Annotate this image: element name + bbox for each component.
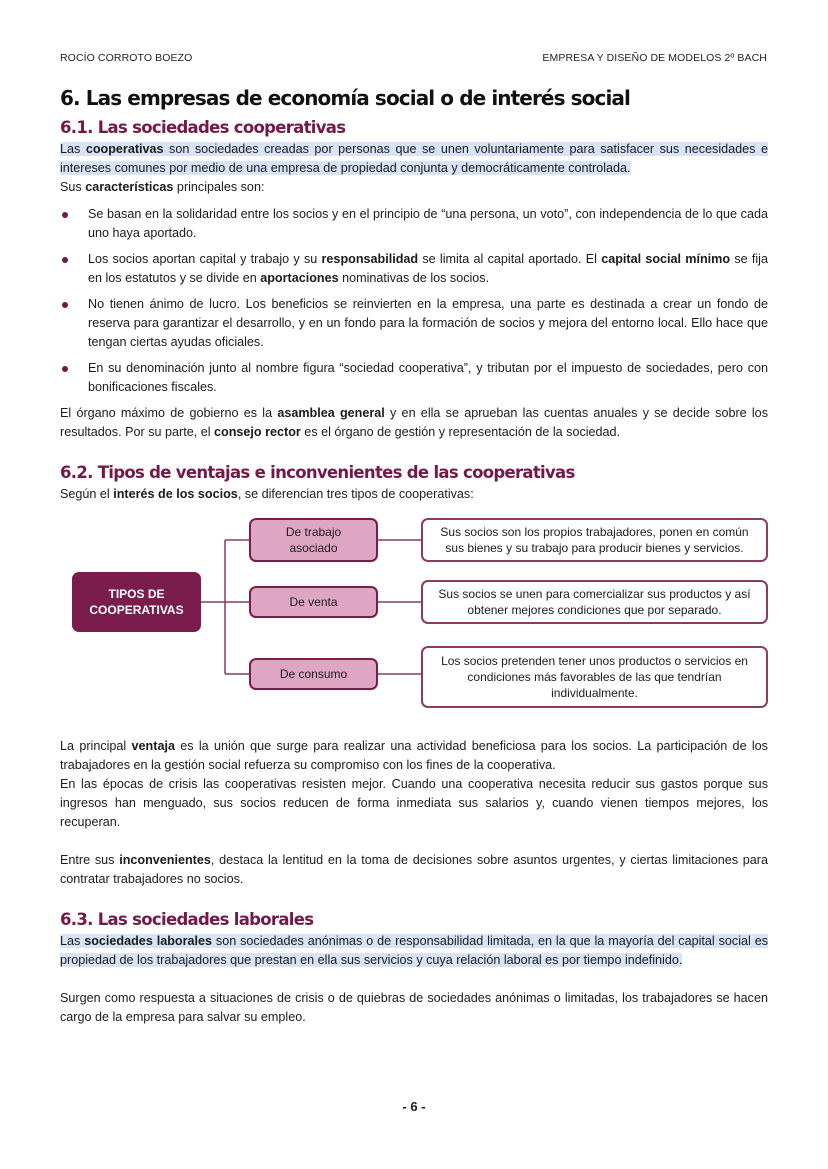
advantage-paragraph: La principal ventaja es la unión que surge para realizar una actividad beneficiosa para los socios. La participación de los trabajadores en la gestión social refuerza su compromiso con los fines de la cooperativa.: [60, 739, 768, 772]
page-content: [60, 84, 768, 1027]
header-author: ROCÍO CORROTO BOEZO: [60, 52, 193, 64]
characteristics-list: [60, 205, 768, 397]
desc-node-consumo: Los socios pretenden tener unos productos o servicios en condiciones más favorables de las que tendrían individualmente.: [421, 646, 768, 708]
type-node-venta: De venta: [249, 586, 378, 618]
list-item: En su denominación junto al nombre figura “sociedad cooperativa”, y tributan por el impuesto de sociedades, pero con bonificaciones fiscales.: [60, 359, 768, 397]
bullet-icon: [62, 302, 68, 308]
header-course: EMPRESA Y DISEÑO DE MODELOS 2º BACH: [542, 52, 767, 64]
list-item: No tienen ánimo de lucro. Los beneficios se reinvierten en la empresa, una parte es destinada a crear un fondo de reserva para garantizar el desarrollo, y en un fondo para la formación de socios y mejora del entorno local. Ello hace que tengan ciertas ayudas oficiales.: [60, 295, 768, 352]
types-intro: Según el interés de los socios, se diferencian tres tipos de cooperativas:: [60, 487, 474, 501]
bullet-icon: [62, 212, 68, 218]
section-6-2-title: 6.2. Tipos de ventajas e inconvenientes de las cooperativas: [60, 463, 575, 482]
section-6-1-title: 6.1. Las sociedades cooperativas: [60, 118, 346, 137]
desc-node-trabajo-asociado: Sus socios son los propios trabajadores, ponen en común sus bienes y su trabajo para producir bienes y servicios.: [421, 518, 768, 562]
cooperative-types-diagram: [60, 518, 768, 723]
list-item: Los socios aportan capital y trabajo y su responsabilidad se limita al capital aportado. El capital social mínimo se fija en los estatutos y se divide en aportaciones nominativas de los socios.: [60, 250, 768, 288]
laborales-definition: Las sociedades laborales son sociedades anónimas o de responsabilidad limitada, en la que la mayoría del capital social es propiedad de los trabajadores que prestan en ella sus servicios y cuya relación laboral es por tiempo indefinido.: [60, 934, 769, 967]
section-6-3-title: 6.3. Las sociedades laborales: [60, 910, 314, 929]
page-number: - 6 -: [402, 1099, 426, 1114]
type-node-trabajo-asociado: De trabajo asociado: [249, 518, 378, 562]
type-node-consumo: De consumo: [249, 658, 378, 690]
section-6-title: 6. Las empresas de economía social o de interés social: [60, 86, 630, 110]
disadvantage-paragraph: Entre sus inconvenientes, destaca la lentitud en la toma de decisiones sobre asuntos urgentes, y ciertas limitaciones para contratar trabajadores no socios.: [60, 853, 768, 886]
bullet-icon: [62, 257, 68, 263]
governance-paragraph: El órgano máximo de gobierno es la asamblea general y en ella se aprueban las cuentas anuales y se decide sobre los resultados. Por su parte, el consejo rector es el órgano de gestión y representación de la sociedad.: [60, 406, 768, 439]
desc-node-venta: Sus socios se unen para comercializar sus productos y así obtener mejores condiciones que por separado.: [421, 580, 768, 624]
crisis-paragraph: En las épocas de crisis las cooperativas resisten mejor. Cuando una cooperativa necesita reducir sus gastos porque sus ingresos han menguado, sus socios reducen de forma inmediata sus salarios y, cuando vienen tiempos mejores, los recuperan.: [60, 777, 768, 829]
laborales-origin: Surgen como respuesta a situaciones de crisis o de quiebras de sociedades anónimas o limitadas, los trabajadores se hacen cargo de la empresa para salvar su empleo.: [60, 991, 768, 1024]
main-node-cooperative-types: TIPOS DE COOPERATIVAS: [72, 572, 201, 632]
bullet-icon: [62, 366, 68, 372]
list-item: Se basan en la solidaridad entre los socios y en el principio de “una persona, un voto”, con independencia de lo que cada uno haya aportado.: [60, 205, 768, 243]
cooperativas-definition: Las cooperativas son sociedades creadas por personas que se unen voluntariamente para satisfacer sus necesidades e intereses comunes por medio de una empresa de propiedad conjunta y democráticamente controlada. Sus características principales son:: [60, 142, 768, 194]
